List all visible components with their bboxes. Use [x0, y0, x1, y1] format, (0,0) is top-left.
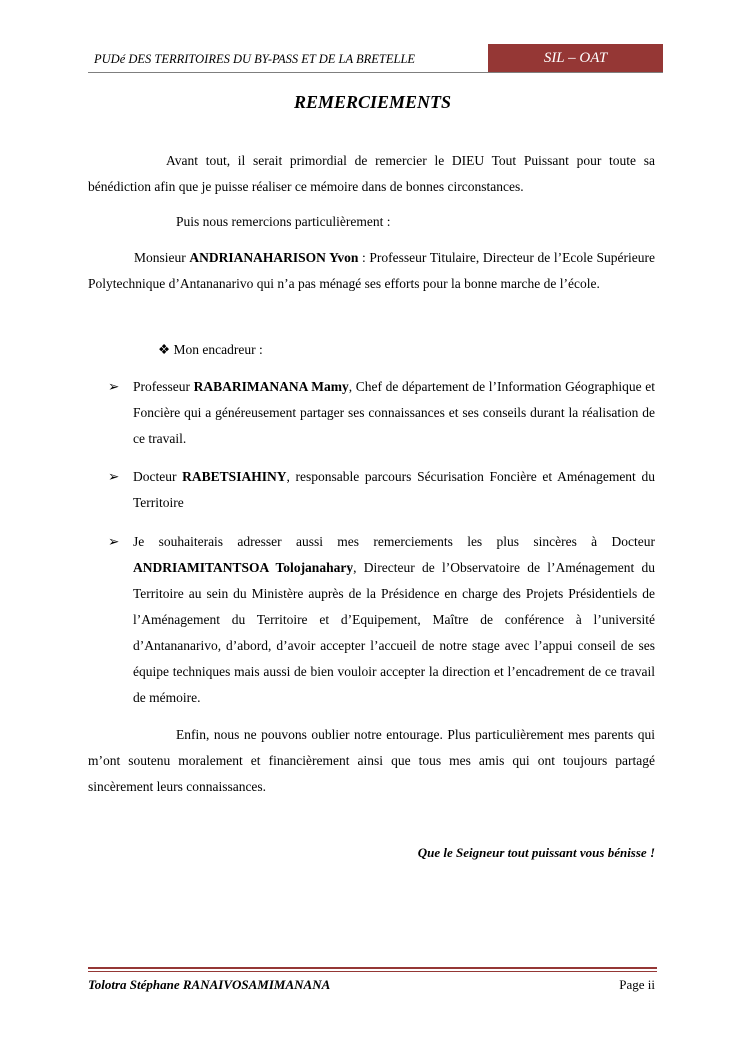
director-description: : Professeur Titulaire, Directeur de l’Ecole Supérieure Polytechnique d’Antananarivo qui n’a pas ménagé ses efforts pour la bonne marche de l’école.: [88, 250, 655, 291]
page-header: [88, 44, 663, 74]
signoff: Que le Seigneur tout puissant vous bénisse !: [417, 845, 655, 860]
intro-paragraph: Avant tout, il serait primordial de remercier le DIEU Tout Puissant pour toute sa bénédiction afin que je puisse réaliser ce mémoire dans de bonnes circonstances.: [88, 153, 655, 194]
item-name: ANDRIAMITANTSOA Tolojanahary: [133, 560, 354, 575]
list-item: [108, 374, 655, 452]
director-paragraph: [88, 245, 655, 297]
header-divider: [88, 72, 663, 73]
list-item: [108, 529, 655, 711]
thanks-intro: Puis nous remercions particulièrement :: [176, 214, 391, 229]
footer-divider-thin: [88, 971, 657, 972]
director-name: ANDRIANAHARISON Yvon: [189, 250, 359, 265]
page-title: REMERCIEMENTS: [293, 92, 452, 112]
page-number: Page ii: [619, 977, 655, 992]
closing-paragraph: Enfin, nous ne pouvons oublier notre entourage. Plus particulièrement mes parents qui m’ont soutenu moralement et financièrement ainsi que tous mes amis qui ont toujours partagé sincèrement leurs connaissances.: [88, 727, 655, 794]
supervisor-heading: [158, 340, 263, 360]
header-badge: SIL – OAT: [488, 44, 663, 72]
item-name: RABARIMANANA Mamy: [193, 379, 349, 394]
item-name: RABETSIAHINY: [182, 469, 287, 484]
item-prefix: Je souhaiterais adresser aussi mes remerciements les plus sincères à Docteur: [133, 534, 655, 549]
arrow-bullet-icon: ➢: [108, 534, 120, 549]
diamond-bullet-icon: ❖: [158, 342, 171, 357]
item-description: , Directeur de l’Observatoire de l’Aménagement du Territoire au sein du Ministère auprès de la Présidence en charge des Projets Présidentiels de l’Aménagement du Territoire et d’Equipement, Maître de conférence à l’université d’Antananarivo, d’abord, d’avoir accepter l’accueil de notre stage avec l’appui conseil de ses équipe techniques mais aussi de bien vouloir accepter la direction et l’encadrement de ce travail de mémoire.: [133, 560, 655, 705]
director-prefix: Monsieur: [134, 250, 190, 265]
arrow-bullet-icon: ➢: [108, 469, 120, 484]
arrow-bullet-icon: ➢: [108, 379, 120, 394]
item-description: , responsable parcours Sécurisation Foncière et Aménagement du Territoire: [133, 469, 655, 510]
supervisor-label: Mon encadreur :: [173, 342, 263, 357]
list-item-text: [133, 374, 655, 452]
header-title: PUDé DES TERRITOIRES DU BY-PASS ET DE LA BRETELLE: [94, 52, 416, 66]
footer-divider: [88, 967, 657, 969]
list-item-text: [133, 529, 655, 711]
footer-author: Tolotra Stéphane RANAIVOSAMIMANANA: [88, 977, 331, 992]
list-item-text: [133, 464, 655, 516]
item-prefix: Professeur: [133, 379, 194, 394]
item-description: , Chef de département de l’Information Géographique et Foncière qui a généreusement partager ses connaissances et ses conseils durant la réalisation de ce travail.: [133, 379, 655, 446]
item-prefix: Docteur: [133, 469, 183, 484]
list-item: [108, 464, 655, 516]
